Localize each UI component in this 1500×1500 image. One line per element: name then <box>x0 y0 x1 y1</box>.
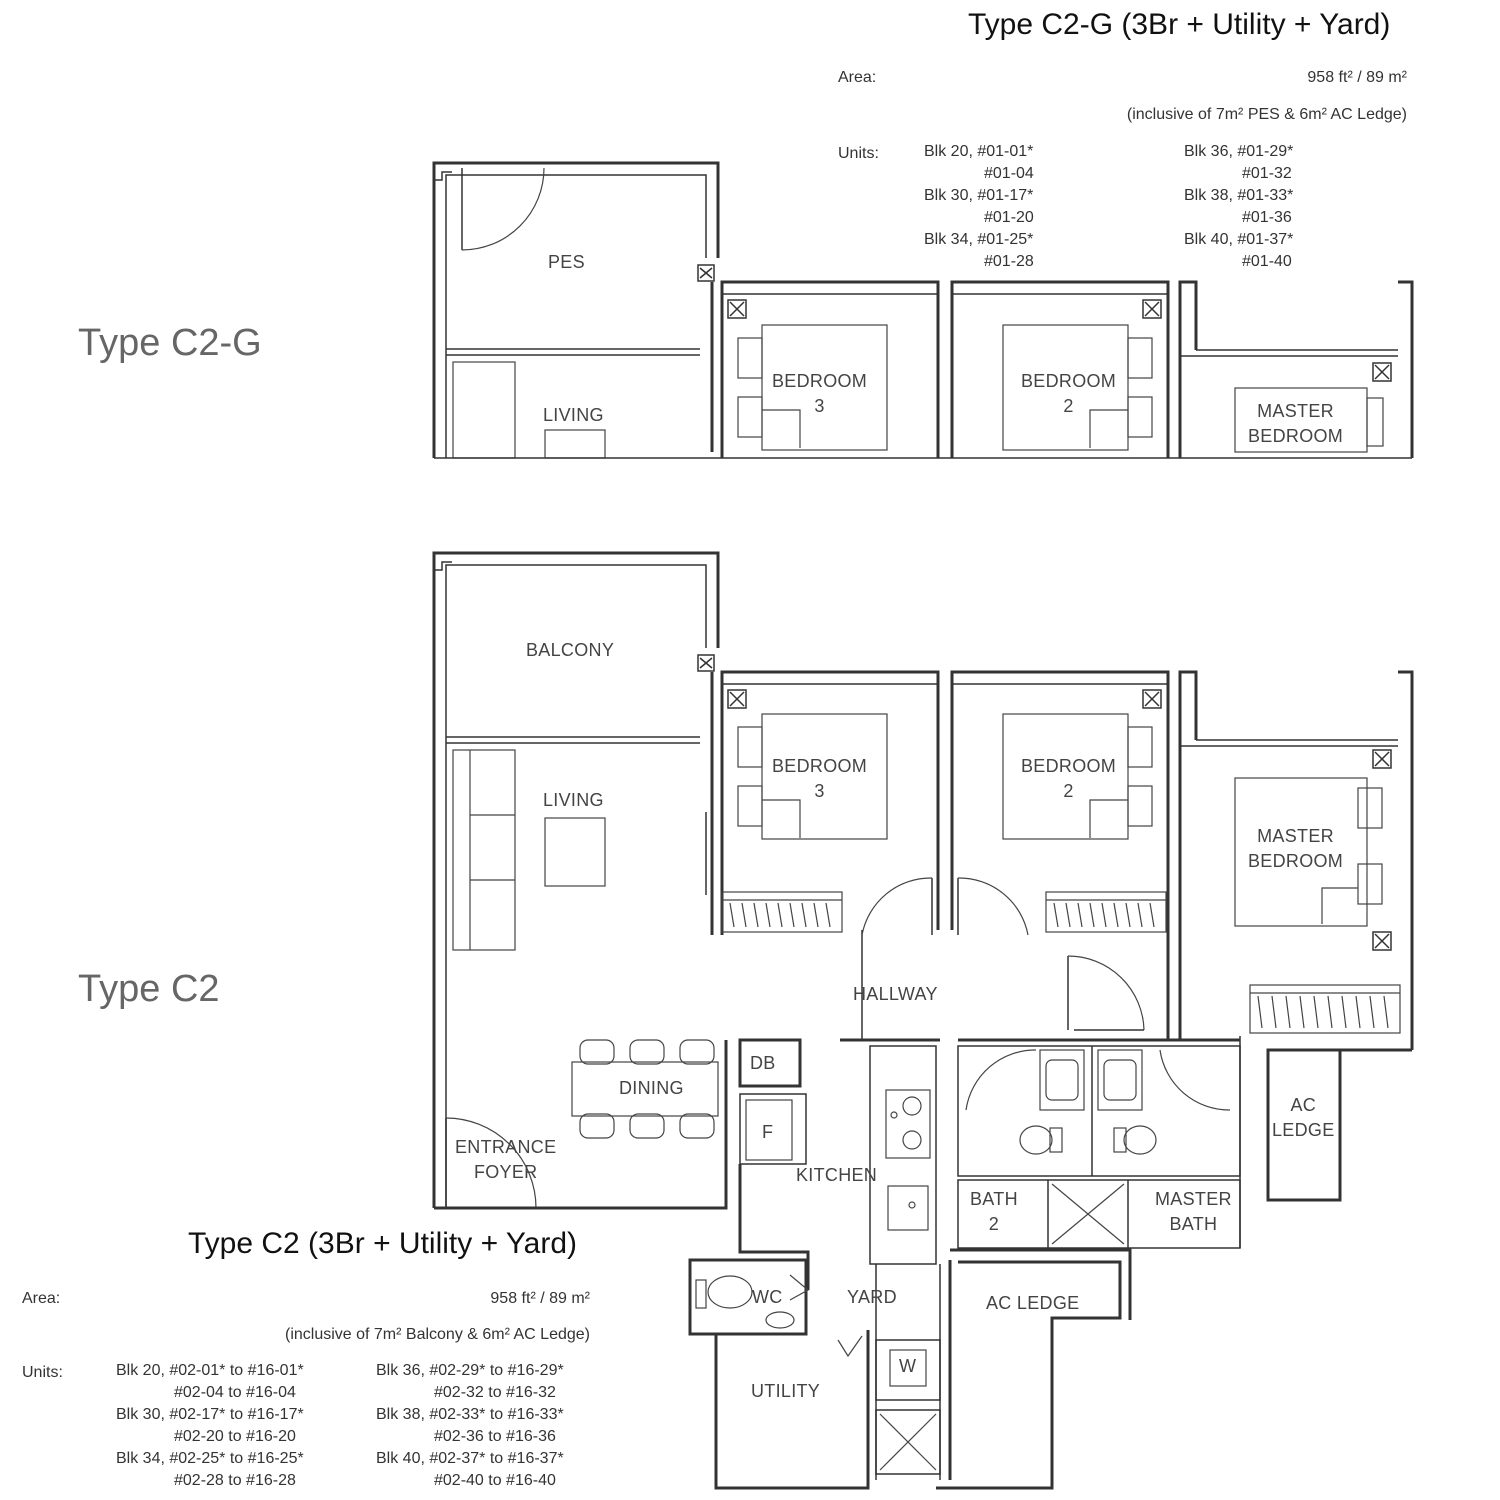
c2-room-bedroom3 <box>772 754 867 804</box>
c2g-type-label: Type C2-G <box>78 322 262 364</box>
room-line: BATH <box>970 1189 1018 1209</box>
unit-line: Blk 38, #01-33* <box>1184 187 1294 204</box>
unit-line: #02-04 to #16-04 <box>174 1384 296 1401</box>
room-line: FOYER <box>473 1162 538 1182</box>
unit-line: #02-28 to #16-28 <box>174 1472 296 1489</box>
c2-room-fridge: F <box>762 1122 774 1142</box>
c2-room-balcony: BALCONY <box>526 640 615 660</box>
c2-room-master-bath <box>1155 1187 1232 1237</box>
c2-title: Type C2 (3Br + Utility + Yard) <box>188 1227 578 1260</box>
c2-room-db: DB <box>750 1053 776 1073</box>
unit-line: #01-32 <box>1242 165 1292 182</box>
room-line: MASTER <box>1155 1189 1232 1209</box>
c2g-area-note: (inclusive of 7m² PES & 6m² AC Ledge) <box>1126 106 1407 123</box>
c2g-units-right <box>1184 141 1293 273</box>
unit-line: Blk 40, #02-37* to #16-37* <box>376 1450 564 1467</box>
c2g-area-value: 958 ft² / 89 m² <box>1307 69 1407 86</box>
room-line: 2 <box>1063 396 1074 416</box>
room-line: BEDROOM <box>1021 371 1117 391</box>
unit-line: #02-32 to #16-32 <box>434 1384 556 1401</box>
unit-line: #01-36 <box>1242 209 1292 226</box>
c2-units-right <box>376 1360 564 1492</box>
c2-area-value: 958 ft² / 89 m² <box>490 1290 590 1307</box>
unit-line: Blk 20, #01-01* <box>924 143 1034 160</box>
c2g-units-left <box>924 141 1034 273</box>
room-line: 2 <box>988 1214 1000 1234</box>
unit-line: Blk 30, #01-17* <box>924 187 1034 204</box>
c2g-room-bedroom2 <box>1021 369 1116 419</box>
c2-room-hallway: HALLWAY <box>853 984 938 1004</box>
c2-units-label: Units: <box>22 1364 63 1381</box>
c2-type-label: Type C2 <box>78 968 220 1010</box>
plan-c2 <box>434 553 1412 1488</box>
c2-room-living: LIVING <box>543 790 604 810</box>
room-line: 3 <box>814 781 825 801</box>
room-line: LEDGE <box>1272 1120 1335 1140</box>
c2g-units-label: Units: <box>838 145 879 162</box>
unit-line: #01-04 <box>984 165 1034 182</box>
c2-room-bath2 <box>970 1187 1018 1237</box>
room-line: MASTER <box>1257 826 1334 846</box>
unit-line: Blk 34, #01-25* <box>924 231 1034 248</box>
c2g-room-pes: PES <box>548 252 585 272</box>
room-line: BATH <box>1169 1214 1218 1234</box>
c2-room-entrance <box>455 1135 556 1185</box>
c2-room-wc: WC <box>752 1287 783 1307</box>
room-line: AC <box>1290 1095 1317 1115</box>
c2g-area-label: Area: <box>838 69 877 86</box>
c2-area-note: (inclusive of 7m² Balcony & 6m² AC Ledge) <box>284 1326 590 1343</box>
c2g-title: Type C2-G (3Br + Utility + Yard) <box>968 8 1391 41</box>
unit-line: #01-28 <box>984 253 1034 270</box>
c2g-room-living: LIVING <box>543 405 604 425</box>
c2g-room-bedroom3 <box>772 369 867 419</box>
c2-room-washer: W <box>899 1356 917 1376</box>
c2-units-left <box>116 1360 304 1492</box>
unit-line: Blk 30, #02-17* to #16-17* <box>116 1406 304 1423</box>
unit-line: Blk 34, #02-25* to #16-25* <box>116 1450 304 1467</box>
room-line: ENTRANCE <box>455 1137 557 1157</box>
c2-room-dining: DINING <box>619 1078 684 1098</box>
c2-room-master <box>1248 824 1343 874</box>
room-line: BEDROOM <box>1248 851 1344 871</box>
c2-area-label: Area: <box>22 1290 61 1307</box>
room-line: BEDROOM <box>1248 426 1344 446</box>
c2-room-bedroom2 <box>1021 754 1116 804</box>
unit-line: Blk 38, #02-33* to #16-33* <box>376 1406 564 1423</box>
unit-line: #01-20 <box>984 209 1034 226</box>
c2-room-kitchen: KITCHEN <box>796 1165 878 1185</box>
room-line: MASTER <box>1257 401 1334 421</box>
c2-room-yard: YARD <box>847 1287 897 1307</box>
room-line: BEDROOM <box>772 756 868 776</box>
unit-line: Blk 36, #02-29* to #16-29* <box>376 1362 564 1379</box>
room-line: BEDROOM <box>772 371 868 391</box>
unit-line: Blk 20, #02-01* to #16-01* <box>116 1362 304 1379</box>
unit-line: #02-20 to #16-20 <box>174 1428 296 1445</box>
unit-line: #02-40 to #16-40 <box>434 1472 556 1489</box>
unit-line: Blk 36, #01-29* <box>1184 143 1294 160</box>
room-line: BEDROOM <box>1021 756 1117 776</box>
unit-line: #01-40 <box>1242 253 1292 270</box>
unit-line: Blk 40, #01-37* <box>1184 231 1294 248</box>
c2-room-ac-ledge-bottom: AC LEDGE <box>986 1293 1080 1313</box>
c2-room-utility: UTILITY <box>751 1381 821 1401</box>
c2g-room-master <box>1248 399 1343 449</box>
c2-room-ac-ledge-right <box>1272 1093 1335 1143</box>
room-line: 3 <box>814 396 825 416</box>
unit-line: #02-36 to #16-36 <box>434 1428 556 1445</box>
room-line: 2 <box>1063 781 1074 801</box>
